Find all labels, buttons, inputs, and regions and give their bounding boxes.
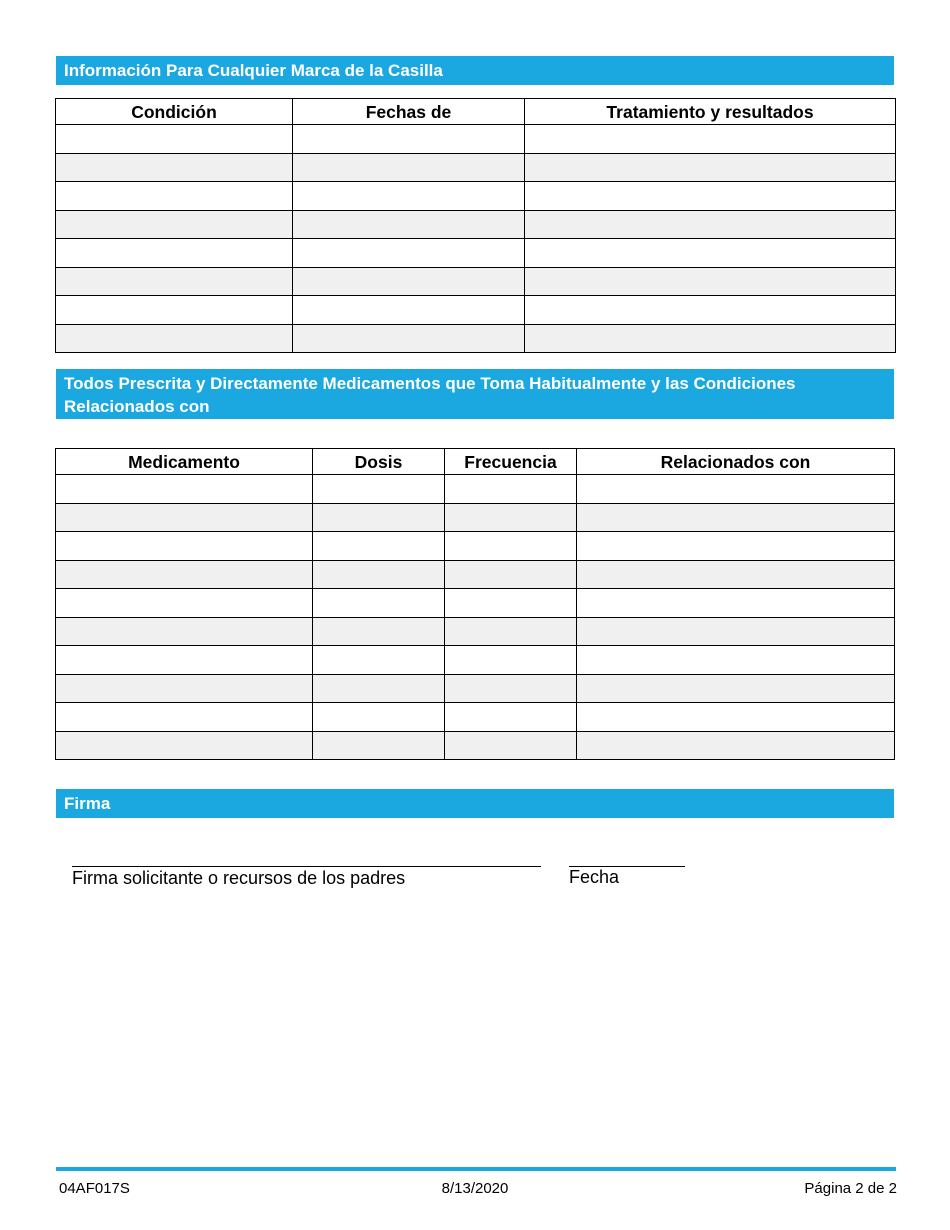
table-row	[56, 589, 895, 618]
table-cell[interactable]	[56, 731, 313, 760]
table-row	[56, 560, 895, 589]
table-cell[interactable]	[577, 503, 895, 532]
table-cell[interactable]	[525, 239, 896, 268]
medications-table	[55, 448, 895, 760]
section-header-medicamentos	[56, 369, 894, 419]
column-header-condicion: Condición	[56, 99, 293, 125]
table-cell[interactable]	[56, 125, 293, 154]
table-row	[56, 239, 896, 268]
table-cell[interactable]	[525, 125, 896, 154]
table-cell[interactable]	[56, 646, 313, 675]
table-cell[interactable]	[445, 617, 577, 646]
table-cell[interactable]	[525, 210, 896, 239]
table-cell[interactable]	[56, 560, 313, 589]
signature-label: Firma solicitante o recursos de los padres	[72, 868, 406, 888]
column-header-relacionados: Relacionados con	[577, 449, 895, 475]
footer-date: 8/13/2020	[441, 1180, 509, 1197]
column-header-medicamento: Medicamento	[56, 449, 313, 475]
column-header-fechas: Fechas de	[293, 99, 525, 125]
table-cell[interactable]	[577, 532, 895, 561]
table-cell[interactable]	[56, 324, 293, 353]
section-title: Información Para Cualquier Marca de la Casilla	[64, 61, 443, 80]
signature-line[interactable]	[72, 866, 541, 867]
table-cell[interactable]	[525, 182, 896, 211]
table-cell[interactable]	[313, 617, 445, 646]
table-cell[interactable]	[56, 267, 293, 296]
table-cell[interactable]	[293, 125, 525, 154]
section-header-informacion	[56, 56, 894, 85]
table-cell[interactable]	[577, 674, 895, 703]
table-cell[interactable]	[293, 267, 525, 296]
table-cell[interactable]	[577, 703, 895, 732]
conditions-table	[55, 98, 896, 353]
table-row	[56, 475, 895, 504]
section-header-firma	[56, 789, 894, 818]
table-cell[interactable]	[56, 182, 293, 211]
table-cell[interactable]	[445, 532, 577, 561]
table-row	[56, 125, 896, 154]
table-cell[interactable]	[445, 646, 577, 675]
table-cell[interactable]	[445, 703, 577, 732]
table-cell[interactable]	[56, 239, 293, 268]
table-cell[interactable]	[577, 617, 895, 646]
table-row	[56, 646, 895, 675]
table-row	[56, 153, 896, 182]
footer-divider	[56, 1167, 896, 1171]
table-cell[interactable]	[445, 589, 577, 618]
table-row	[56, 731, 895, 760]
table-cell[interactable]	[56, 703, 313, 732]
table-cell[interactable]	[313, 646, 445, 675]
table-header-row	[56, 99, 896, 125]
table-cell[interactable]	[56, 475, 313, 504]
table-cell[interactable]	[577, 646, 895, 675]
table-cell[interactable]	[313, 731, 445, 760]
table-cell[interactable]	[313, 532, 445, 561]
section-title: Firma	[64, 794, 111, 813]
table-row	[56, 703, 895, 732]
table-row	[56, 532, 895, 561]
table-cell[interactable]	[56, 503, 313, 532]
table-cell[interactable]	[313, 560, 445, 589]
table-cell[interactable]	[56, 153, 293, 182]
table-header-row	[56, 449, 895, 475]
table-cell[interactable]	[445, 475, 577, 504]
table-cell[interactable]	[313, 503, 445, 532]
table-cell[interactable]	[293, 296, 525, 325]
table-cell[interactable]	[445, 731, 577, 760]
table-cell[interactable]	[577, 560, 895, 589]
table-cell[interactable]	[313, 703, 445, 732]
section-title: Todos Prescrita y Directamente Medicamentos que Toma Habitualmente y las Condiciones Relacionados con	[64, 374, 796, 416]
table-cell[interactable]	[56, 589, 313, 618]
table-row	[56, 617, 895, 646]
table-cell[interactable]	[56, 674, 313, 703]
column-header-frecuencia: Frecuencia	[445, 449, 577, 475]
table-row	[56, 503, 895, 532]
table-row	[56, 296, 896, 325]
column-header-dosis: Dosis	[313, 449, 445, 475]
table-cell[interactable]	[293, 210, 525, 239]
table-cell[interactable]	[525, 153, 896, 182]
table-cell[interactable]	[293, 324, 525, 353]
table-cell[interactable]	[56, 296, 293, 325]
table-row	[56, 267, 896, 296]
table-cell[interactable]	[445, 560, 577, 589]
table-cell[interactable]	[577, 731, 895, 760]
table-cell[interactable]	[56, 617, 313, 646]
table-cell[interactable]	[577, 589, 895, 618]
table-cell[interactable]	[313, 674, 445, 703]
table-cell[interactable]	[293, 153, 525, 182]
column-header-tratamiento: Tratamiento y resultados	[525, 99, 896, 125]
page-number: Página 2 de 2	[804, 1180, 897, 1197]
table-row	[56, 324, 896, 353]
table-cell[interactable]	[293, 239, 525, 268]
table-cell[interactable]	[56, 210, 293, 239]
table-cell[interactable]	[525, 296, 896, 325]
table-cell[interactable]	[525, 267, 896, 296]
table-row	[56, 674, 895, 703]
table-cell[interactable]	[313, 589, 445, 618]
table-row	[56, 210, 896, 239]
date-label: Fecha	[569, 867, 620, 887]
table-cell[interactable]	[445, 503, 577, 532]
table-cell[interactable]	[525, 324, 896, 353]
table-cell[interactable]	[313, 475, 445, 504]
table-cell[interactable]	[577, 475, 895, 504]
table-cell[interactable]	[293, 182, 525, 211]
table-row	[56, 182, 896, 211]
table-cell[interactable]	[56, 532, 313, 561]
form-id: 04AF017S	[59, 1180, 130, 1197]
table-cell[interactable]	[445, 674, 577, 703]
